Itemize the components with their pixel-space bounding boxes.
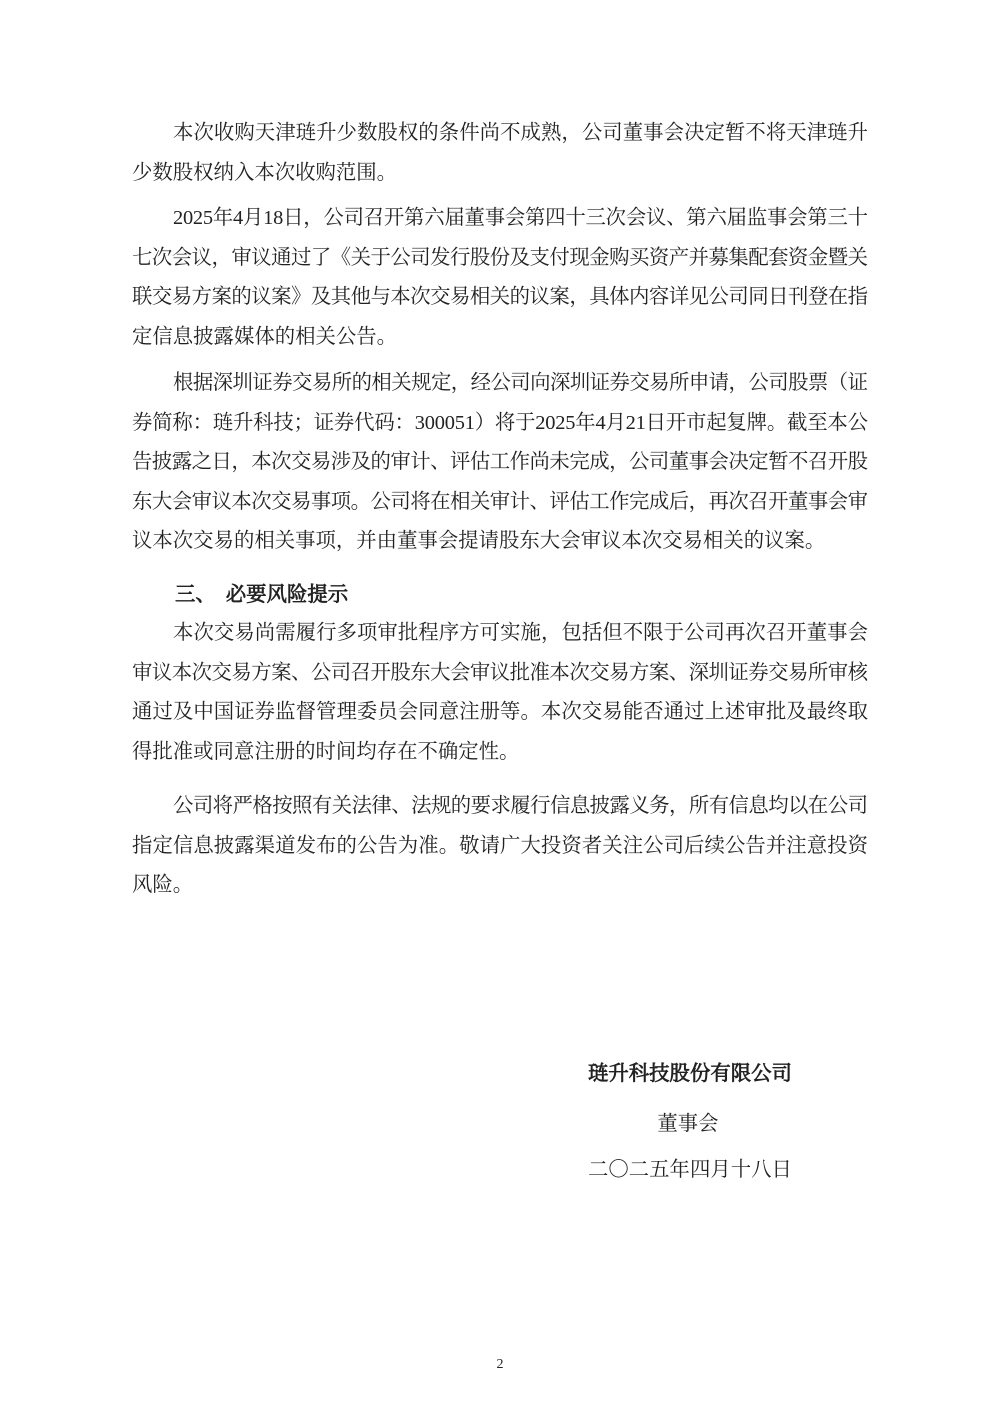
section-heading (175, 576, 348, 616)
paragraph-line: 根据深圳证券交易所的相关规定，经公司向深圳证券交易所申请，公司股票（证 (173, 372, 868, 394)
paragraph-line: 七次会议，审议通过了《关于公司发行股份及支付现金购买资产并募集配套资金暨关 (132, 246, 868, 269)
paragraph (132, 614, 868, 772)
signature-date: 二〇二五年四月十八日 (588, 1159, 792, 1181)
paragraph-line: 东大会审议本次交易事项。公司将在相关审计、评估工作完成后，再次召开董事会审 (132, 490, 868, 513)
paragraph (132, 364, 868, 562)
paragraph-line: 指定信息披露渠道发布的公告为准。敬请广大投资者关注公司后续公告并注意投资 (132, 834, 869, 857)
board-name: 董事会 (657, 1113, 719, 1135)
paragraph (132, 199, 868, 357)
page-number: 2 (496, 1357, 504, 1372)
paragraph-line: 定信息披露媒体的相关公告。 (132, 325, 398, 348)
paragraph (132, 787, 868, 906)
paragraph-line: 通过及中国证券监督管理委员会同意注册等。本次交易能否通过上述审批及最终取 (132, 701, 869, 723)
paragraph (132, 114, 868, 193)
paragraph-line: 告披露之日，本次交易涉及的审计、评估工作尚未完成，公司董事会决定暂不召开股 (132, 451, 868, 473)
paragraph-line: 审议本次交易方案、公司召开股东大会审议批准本次交易方案、深圳证券交易所审核 (132, 661, 868, 684)
paragraph-line: 券简称：琏升科技；证券代码：300051）将于2025年4月21日开市起复牌。截至本公 (132, 411, 868, 434)
paragraph-line: 本次收购天津琏升少数股权的条件尚不成熟，公司董事会决定暂不将天津琏升 (173, 122, 869, 144)
paragraph-line: 公司将严格按照有关法律、法规的要求履行信息披露义务，所有信息均以在公司 (173, 795, 868, 817)
paragraph-line: 议本次交易的相关事项，并由董事会提请股东大会审议本次交易相关的议案。 (132, 530, 826, 552)
paragraph-line: 风险。 (132, 874, 194, 896)
paragraph-line: 联交易方案的议案》及其他与本次交易相关的议案，具体内容详见公司同日刊登在指 (132, 286, 868, 308)
paragraph-line: 得批准或同意注册的时间均存在不确定性。 (132, 740, 520, 763)
section-number: 三、 (175, 584, 216, 606)
section-title: 必要风险提示 (225, 584, 349, 606)
paragraph-line: 本次交易尚需履行多项审批程序方可实施，包括但不限于公司再次召开董事会 (173, 622, 869, 644)
company-name: 琏升科技股份有限公司 (588, 1063, 792, 1085)
paragraph-line: 少数股权纳入本次收购范围。 (132, 161, 398, 184)
paragraph-line: 2025年4月18日，公司召开第六届董事会第四十三次会议、第六届监事会第三十 (173, 207, 868, 229)
